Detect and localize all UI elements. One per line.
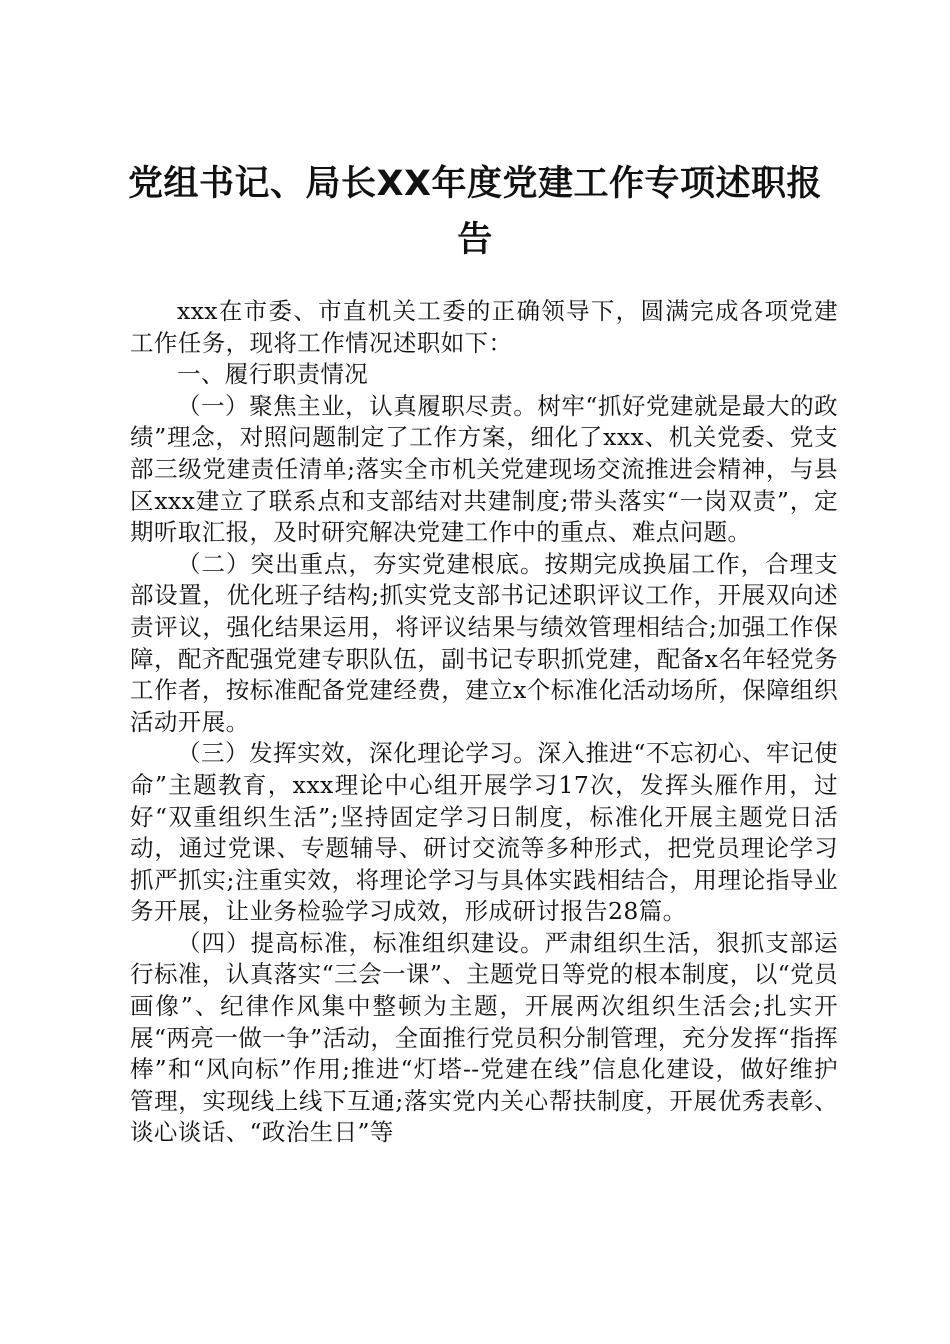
document-body [130, 296, 838, 1149]
document-title: 党组书记、局长XX年度党建工作专项述职报告 [128, 164, 822, 260]
intro-paragraph: xxx在市委、市直机关工委的正确领导下，圆满完成各项党建工作任务，现将工作情况述职如下： [130, 297, 838, 357]
paragraph-3: （三）发挥实效，深化理论学习。深入推进“不忘初心、牢记使命”主题教育，xxx理论中心组开展学习17次，发挥头雁作用，过好“双重组织生活”;坚持固定学习日制度，标准化开展主题党日活动，通过党课、专题辅导、研讨交流等多种形式，把党员理论学习抓严抓实;注重实效，将理论学习与具体实践相结合，用理论指导业务开展，让业务检验学习成效，形成研讨报告28篇。 [130, 739, 838, 926]
section-heading: 一、履行职责情况 [177, 360, 369, 389]
paragraph-4: （四）提高标准，标准组织建设。严肃组织生活，狠抓支部运行标准，认真落实“三会一课”、主题党日等党的根本制度，以“党员画像”、纪律作风集中整顿为主题，开展两次组织生活会;扎实开展“两亮一做一争”活动，全面推行党员积分制管理，充分发挥“指挥棒”和“风向标”作用;推进“灯塔--党建在线”信息化建设，做好维护管理，实现线上线下互通;落实党内关心帮扶制度，开展优秀表彰、谈心谈话、“政治生日”等 [130, 928, 838, 1147]
paragraph-2: （二）突出重点，夯实党建根底。按期完成换届工作，合理支部设置，优化班子结构;抓实党支部书记述职评议工作，开展双向述责评议，强化结果运用，将评议结果与绩效管理相结合;加强工作保障，配齐配强党建专职队伍，副书记专职抓党建，配备x名年轻党务工作者，按标准配备党建经费，建立x个标准化活动场所，保障组织活动开展。 [130, 549, 838, 736]
paragraph-1: （一）聚焦主业，认真履职尽责。树牢“抓好党建就是最大的政绩”理念，对照问题制定了工作方案，细化了xxx、机关党委、党支部三级党建责任清单;落实全市机关党建现场交流推进会精神，与县区xxx建立了联系点和支部结对共建制度;带头落实“一岗双责”，定期听取汇报，及时研究解决党建工作中的重点、难点问题。 [130, 391, 838, 547]
